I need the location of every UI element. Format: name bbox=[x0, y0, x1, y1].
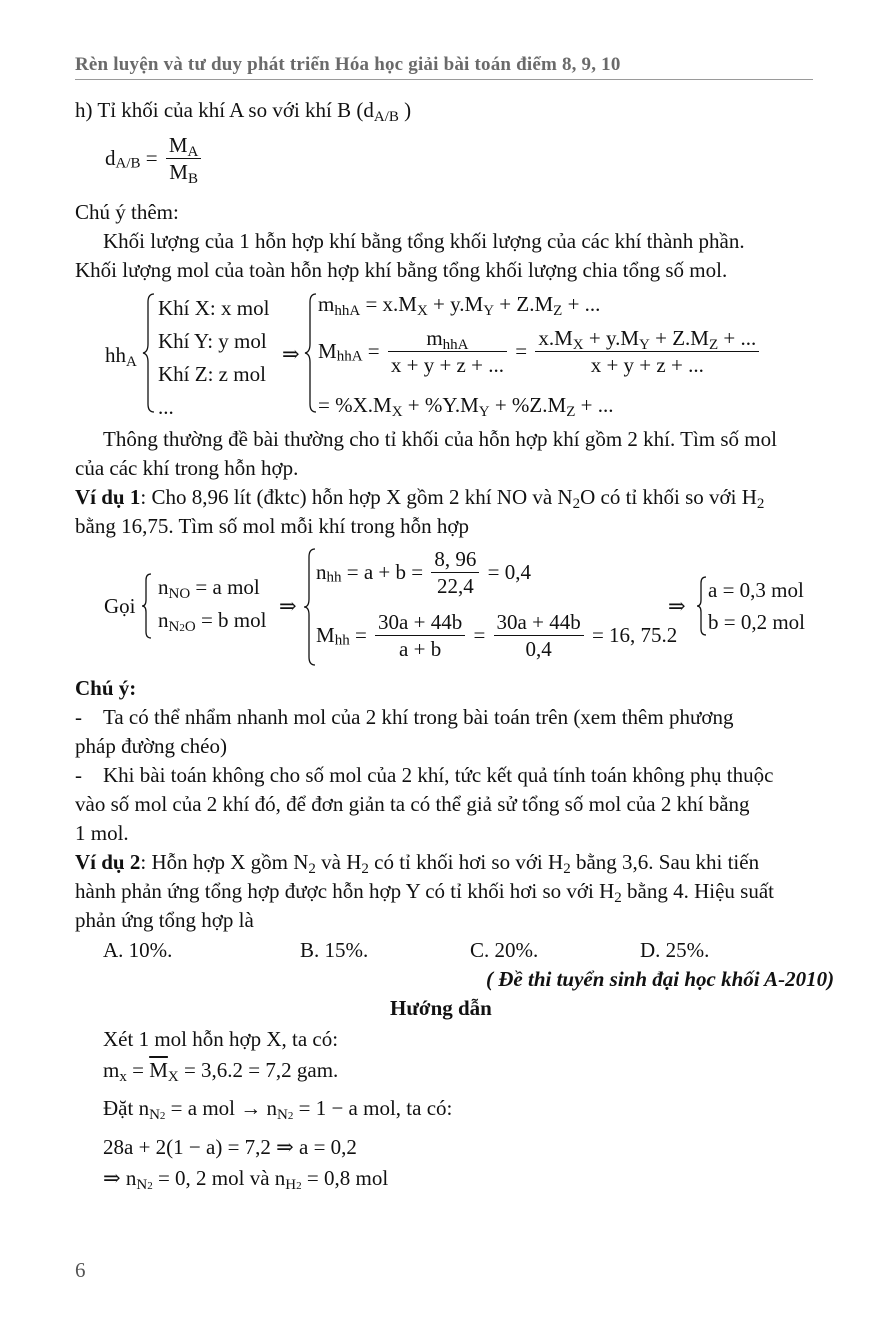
example1-line2: bằng 16,75. Tìm số mol mỗi khí trong hỗn hợp bbox=[75, 514, 469, 538]
bullet-dash-1: - bbox=[75, 705, 82, 729]
result-brace bbox=[696, 575, 708, 637]
result-b: b = 0,2 mol bbox=[708, 610, 806, 634]
example2-line2: hành phản ứng tổng hợp được hỗn hợp Y có tỉ khối hơi so với $H_2$ bằng 4. Hiệu suất bbox=[75, 879, 775, 906]
component-x: Khí X: x mol bbox=[158, 296, 270, 320]
guide-line2: $m_x = \overline{M}_X = 3,6.2 = 7,2$ gam. bbox=[103, 1058, 339, 1085]
header-rule bbox=[75, 79, 813, 80]
option-a: A. 10%. bbox=[103, 938, 173, 962]
component-z: Khí Z: z mol bbox=[158, 362, 266, 386]
bullet1-line2: pháp đường chéo) bbox=[75, 734, 227, 758]
note-line-2: Khối lượng mol của toàn hỗn hợp khí bằng tổng khối lượng chia tổng số mol. bbox=[75, 258, 728, 282]
left-brace bbox=[142, 292, 156, 414]
component-more: ... bbox=[158, 395, 174, 419]
n-n2o: $n_{N2O} = b$ mol bbox=[158, 608, 267, 635]
right-brace bbox=[304, 292, 318, 414]
example2-line3: phản ứng tổng hợp là bbox=[75, 908, 254, 932]
chuy-title: Chú ý: bbox=[75, 676, 137, 700]
option-d: D. 25%. bbox=[640, 938, 710, 962]
section-h: h) Tỉ khối của khí A so với khí B ($d_{A/B}$ ) bbox=[75, 98, 412, 125]
bullet2-line2: vào số mol của 2 khí đó, để đơn giản ta có thể giả sử tổng số mol của 2 khí bằng bbox=[75, 792, 750, 816]
note-line-1: Khối lượng của 1 hỗn hợp khí bằng tổng khối lượng của các khí thành phần. bbox=[103, 229, 745, 253]
note-title: Chú ý thêm: bbox=[75, 200, 179, 224]
mass-sum: $m_{hhA} = x.M_X + y.M_Y + Z.M_Z$ + ... bbox=[318, 292, 601, 319]
guide-line1: Xét 1 mol hỗn hợp X, ta có: bbox=[103, 1027, 339, 1051]
page-number: 6 bbox=[75, 1258, 86, 1282]
molar-mass-expr: $M_{hhA}$ = $\frac{m_{hhA}}{x + y + z + ...}$ = $\frac{x.M_X + y.M_Y + Z.M_Z + ...}{x + y + z + ...}$ bbox=[318, 326, 762, 377]
density-fraction: $\frac{M_A}{M_B}$ bbox=[166, 133, 202, 184]
component-y: Khí Y: y mol bbox=[158, 329, 267, 353]
nhh-expr: $n_{hh} = a + b$ = $\frac{8, 96}{22,4}$ = 0,4 bbox=[316, 547, 531, 598]
mix-label: $hh_A$ bbox=[105, 343, 137, 370]
para1-line1: Thông thường đề bài thường cho tỉ khối của hỗn hợp khí gồm 2 khí. Tìm số mol bbox=[103, 427, 777, 451]
option-c: C. 20%. bbox=[470, 938, 539, 962]
bullet-dash-2: - bbox=[75, 763, 82, 787]
percent-sum: = $\%X.M_X + \%Y.M_Y + \%Z.M_Z$ + ... bbox=[318, 393, 614, 420]
n-no: $n_{NO} = a$ mol bbox=[158, 575, 260, 602]
bullet2-line1: Khi bài toán không cho số mol của 2 khí, tức kết quả tính toán không phụ thuộc bbox=[103, 763, 774, 787]
example1-line1: Ví dụ 1: Cho 8,96 lít (đktc) hỗn hợp X gồm 2 khí NO và $N_2O$ có tỉ khối so với $H_2$ bbox=[75, 485, 765, 512]
ex1-brace bbox=[303, 547, 317, 667]
bullet1-line1: Ta có thể nhẩm nhanh mol của 2 khí trong bài toán trên (xem thêm phương bbox=[103, 705, 734, 729]
goi-label: Gọi bbox=[104, 594, 136, 618]
running-header: Rèn luyện và tư duy phát triển Hóa học giải bài toán điểm 8, 9, 10 bbox=[75, 54, 621, 75]
mhh-expr: $M_{hh}$ = $\frac{30a + 44b}{a + b}$ = $\frac{30a + 44b}{0,4}$ = 16, 75.2 bbox=[316, 610, 678, 661]
goi-brace bbox=[141, 572, 153, 640]
implies-arrow-2: ⇒ bbox=[279, 594, 297, 618]
guide-line4: 28a + 2(1 − a) = 7,2 ⇒ a = 0,2 bbox=[103, 1135, 357, 1159]
guide-line3: Đặt $n_{N2} = a$ mol → $n_{N2} = 1 - a$ mol, ta có: bbox=[103, 1096, 453, 1123]
para1-line2: của các khí trong hỗn hợp. bbox=[75, 456, 299, 480]
option-b: B. 15%. bbox=[300, 938, 369, 962]
implies-arrow-3: ⇒ bbox=[668, 594, 686, 618]
mix-components bbox=[158, 292, 269, 424]
implies-arrow: ⇒ bbox=[282, 342, 300, 366]
exam-source: ( Đề thi tuyển sinh đại học khối A-2010) bbox=[486, 967, 835, 991]
guide-title: Hướng dẫn bbox=[390, 996, 492, 1020]
example2-line1: Ví dụ 2: Hỗn hợp X gồm $N_2$ và $H_2$ có tỉ khối hơi so với $H_2$ bằng 3,6. Sau khi tiến bbox=[75, 850, 760, 877]
result-a: a = 0,3 mol bbox=[708, 578, 804, 602]
bullet2-line3: 1 mol. bbox=[75, 821, 129, 845]
density-formula: $d_{A/B}$ = $\frac{M_A}{M_B}$ bbox=[105, 133, 204, 184]
guide-line5: ⇒ $n_{N2} = 0$, 2 mol và $n_{H2} = 0,8$ mol bbox=[103, 1166, 389, 1193]
